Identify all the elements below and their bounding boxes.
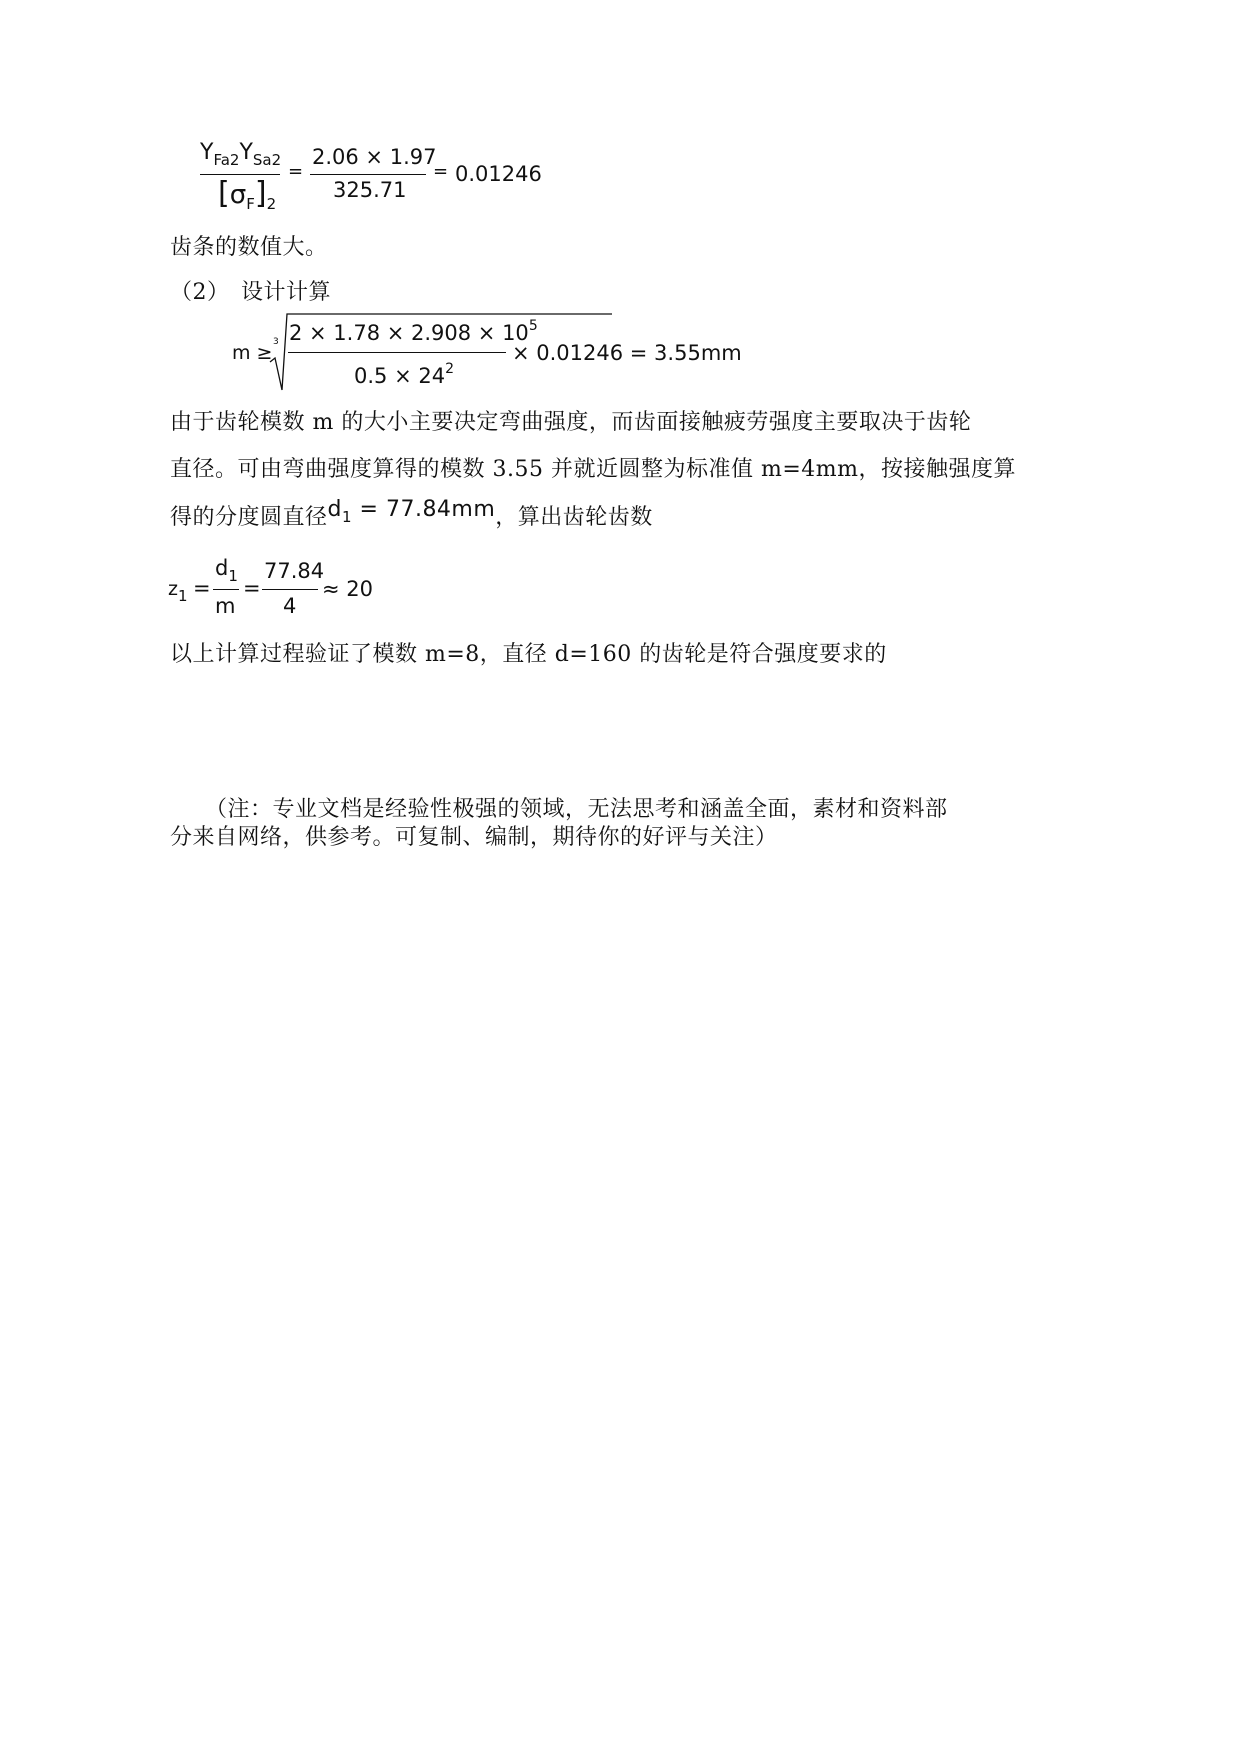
eq1-sub-f: F	[246, 195, 255, 213]
eq1-calc-bar	[310, 174, 426, 175]
eq1-denominator: $[\sigma_F]_2$	[218, 176, 277, 213]
eq1-calc-numerator: 2.06 × 1.97	[312, 145, 437, 169]
eq3-frac2-bar	[262, 589, 318, 590]
eq1-sigma: σ	[229, 180, 247, 210]
eq3-approx: ≈ 20	[322, 577, 373, 601]
eq3-frac1-den: m	[215, 594, 236, 618]
eq1-result: 0.01246	[455, 162, 542, 186]
eq2-fraction-bar	[288, 352, 506, 353]
text-rack-larger: 齿条的数值大。	[170, 235, 328, 260]
eq3-frac2-num: 77.84	[264, 559, 325, 583]
paragraph-line-3	[170, 497, 653, 531]
eq2-den-exp: 2	[445, 361, 454, 377]
eq1-fraction-bar	[200, 174, 280, 175]
eq1-equals-1: =	[288, 161, 304, 182]
eq3-frac2-den: 4	[283, 594, 297, 618]
paragraph-line-2: 直径。可由弯曲强度算得的模数 3.55 并就近圆整为标准值 m=4mm，按接触强度算	[170, 457, 1016, 482]
eq3-lhs	[168, 578, 188, 605]
note-line-2: 分来自网络，供参考。可复制、编制，期待你的好评与关注）	[170, 825, 778, 850]
inline-d-sub: 1	[341, 508, 353, 526]
eq2-num-main: 2 × 1.78 × 2.908 × 10	[289, 321, 529, 345]
eq3-frac1-num	[215, 556, 238, 585]
conclusion-text: 以上计算过程验证了模数 m=8，直径 d=160 的齿轮是符合强度要求的	[170, 642, 887, 667]
eq1-equals-2: =	[433, 161, 449, 182]
note-line-1: （注：专业文档是经验性极强的领域，无法思考和涵盖全面，素材和资料部	[205, 797, 948, 822]
eq1-calc-denominator: 325.71	[333, 178, 407, 202]
eq1-sub-2: 2	[266, 195, 277, 213]
inline-d: d	[327, 497, 342, 522]
eq1-y2: Y	[239, 140, 253, 165]
eq2-den-main: 0.5 × 24	[354, 364, 446, 388]
eq2-root-index: 3	[273, 337, 279, 347]
eq3-frac1-bar	[213, 589, 239, 590]
inline-d1-formula	[327, 497, 496, 526]
eq2-lhs: m ≥	[232, 342, 273, 364]
eq1-sub-fa2: Fa2	[213, 151, 240, 169]
eq3-d-sub: 1	[228, 567, 238, 585]
eq2-num-exp: 5	[528, 318, 538, 334]
eq2-denominator	[354, 361, 454, 388]
inline-d1-value: = 77.84mm	[352, 497, 496, 522]
section-heading: （2） 设计计算	[170, 280, 331, 305]
paragraph-line-3-suffix: ，算出齿轮齿数	[495, 505, 653, 530]
eq1-numerator	[200, 140, 282, 169]
eq3-equals-2: =	[243, 576, 261, 600]
eq2-numerator	[289, 318, 538, 345]
paragraph-line-1: 由于齿轮模数 m 的大小主要决定弯曲强度，而齿面接触疲劳强度主要取决于齿轮	[170, 410, 972, 435]
eq1-y1: Y	[200, 140, 214, 165]
eq3-equals-1: =	[193, 576, 211, 600]
paragraph-line-3-prefix: 得的分度圆直径	[170, 505, 328, 530]
eq3-z: z	[168, 578, 178, 600]
eq3-d: d	[215, 556, 229, 580]
eq1-sub-sa2: Sa2	[252, 151, 282, 169]
eq3-z-sub: 1	[177, 587, 188, 605]
eq2-tail: × 0.01246 = 3.55mm	[512, 341, 742, 365]
